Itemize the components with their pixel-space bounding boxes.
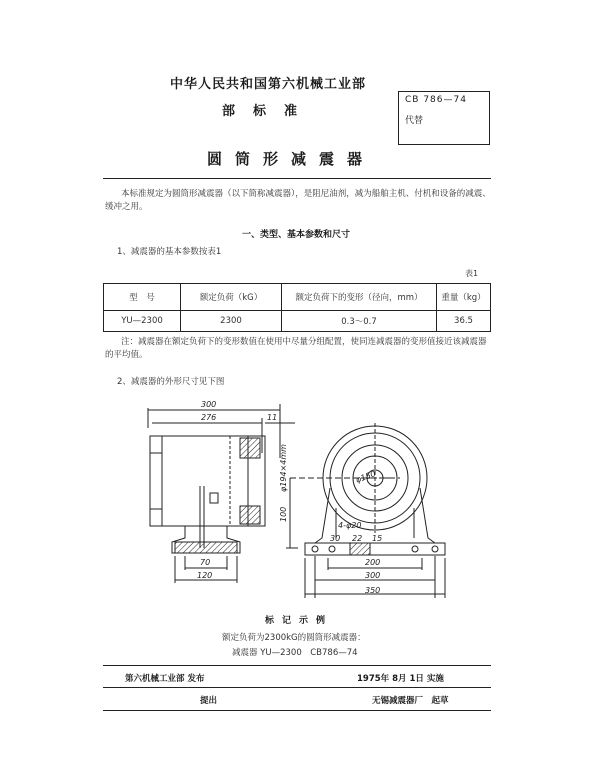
bolt-hole <box>412 546 418 552</box>
footer-proposed: 提出 <box>200 696 218 706</box>
marking-caption: 标记示例 <box>265 616 334 626</box>
rubber-section <box>240 438 260 458</box>
rubber-section <box>240 506 260 524</box>
standard-type: 部标准 <box>222 104 316 119</box>
bolt-hole <box>432 546 438 552</box>
dim-label: 30 <box>330 534 341 543</box>
table-cell: 0.3～0.7 <box>282 311 437 332</box>
bolt-hole <box>312 546 318 552</box>
dim-label: 100 <box>279 506 288 522</box>
marking-code: 减震器 YU—2300 CB786—74 <box>232 648 358 658</box>
support-leg <box>420 488 435 543</box>
dim-label: 350 <box>365 586 381 595</box>
table-header-row <box>104 284 491 311</box>
footer-issuer: 第六机械工业部 发布 <box>125 674 205 684</box>
table-header-cell: 额定负荷下的变形（径向，mm） <box>282 284 437 311</box>
section-item-2: 2、减震器的外形尺寸见下图 <box>117 377 225 387</box>
table-cell: 36.5 <box>437 311 491 332</box>
footer-divider <box>103 710 491 711</box>
dim-label: 70 <box>200 558 211 567</box>
bolt-hole <box>329 546 335 552</box>
marking-description: 额定负荷为2300kG的圆筒形减震器： <box>222 633 366 643</box>
table-row <box>104 311 491 332</box>
table-header-cell: 型 号 <box>104 284 181 311</box>
pin-label-box <box>210 493 218 503</box>
footer-divider <box>103 687 491 688</box>
standard-code-replaces: 代替 <box>405 116 424 126</box>
table-label: 表1 <box>465 269 479 278</box>
dim-label: 300 <box>201 400 217 409</box>
table-cell: YU—2300 <box>104 311 181 332</box>
spec-table <box>103 283 491 332</box>
dim-label: 200 <box>365 558 381 567</box>
section-heading: 一、类型、基本参数和尺寸 <box>242 230 351 240</box>
dim-label: φ194×4mm <box>279 444 288 492</box>
shock-absorber-drawing <box>100 398 495 603</box>
standard-code-box <box>398 91 490 145</box>
support-leg <box>315 488 330 543</box>
dim-label: φ150 <box>354 469 377 485</box>
dim-label: 276 <box>201 413 217 422</box>
table-header-cell: 额定负荷（kG） <box>181 284 282 311</box>
standard-code: CB 786—74 <box>405 95 467 105</box>
base-section <box>350 543 370 555</box>
base-plate <box>305 543 445 555</box>
table-note: 注：减震器在额定负荷下的变形数值在使用中尽量分组配置，使同连减震器的变形值接近该减震器的平均值。 <box>105 337 487 360</box>
footer-drafter: 无锡减震器厂 起草 <box>372 696 449 706</box>
footer-implementation-date: 1975年 8月 1日 实施 <box>357 674 444 684</box>
section-item-1: 1、减震器的基本参数按表1 <box>117 247 222 257</box>
document-title: 圆筒形减震器 <box>207 150 376 168</box>
intro-paragraph: 本标准规定为圆筒形减震器（以下简称减震器），是阻尼油剂，减为船舶主机、付机和设备的减震、缓冲之用。 <box>105 189 491 212</box>
table-header-cell: 重量（kg） <box>437 284 491 311</box>
dim-label: 15 <box>372 534 383 543</box>
footer-divider <box>103 665 491 666</box>
table-cell: 2300 <box>181 311 282 332</box>
dim-label: 11 <box>267 413 278 422</box>
dim-label: 4-φ20 <box>338 521 362 530</box>
dim-label: 300 <box>365 571 381 580</box>
pedestal-flange <box>175 542 237 553</box>
title-divider <box>103 178 491 179</box>
ministry-name: 中华人民共和国第六机械工业部 <box>170 77 367 92</box>
cylinder-end-cap <box>150 453 162 509</box>
dim-label: 120 <box>197 571 213 580</box>
dim-label: 22 <box>352 534 363 543</box>
